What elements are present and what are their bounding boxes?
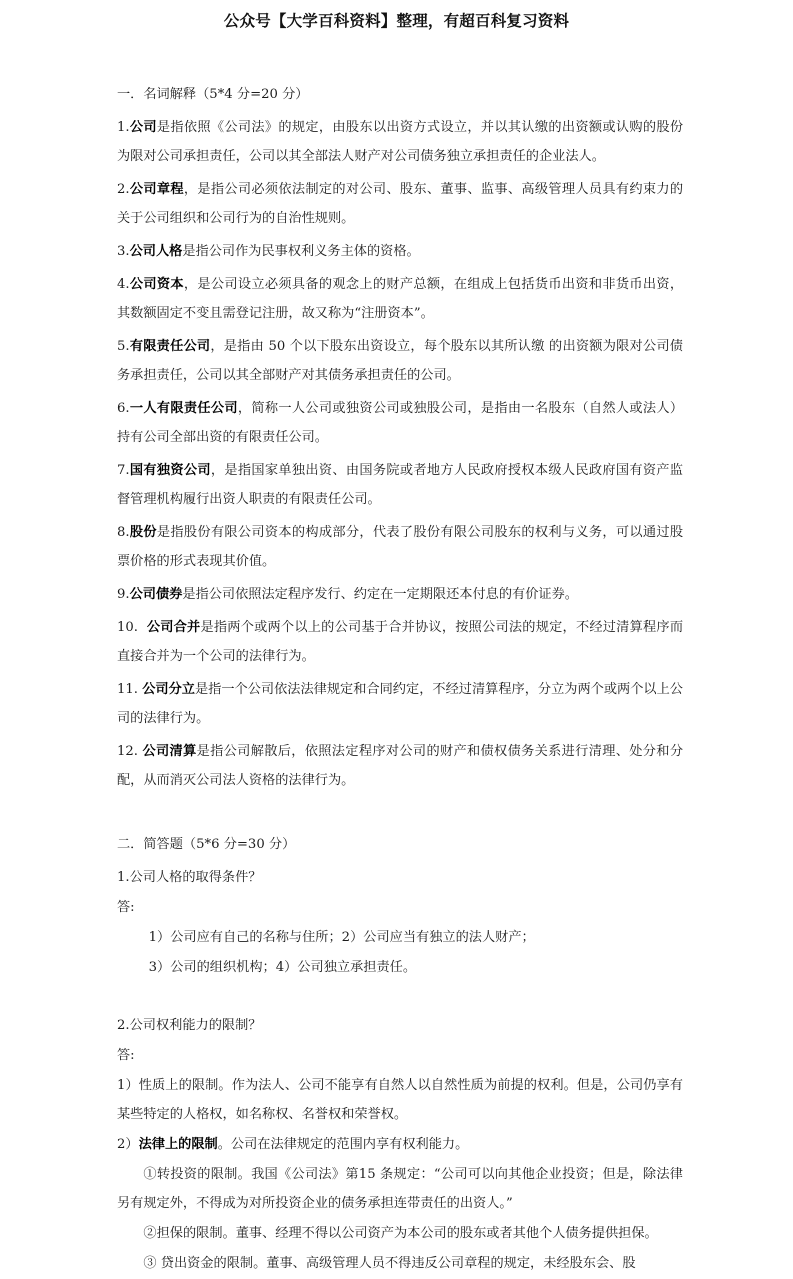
- definition-item-7: [117, 456, 683, 514]
- short-answer-q1-answer-label: 答:: [117, 900, 135, 915]
- definition-item-12: [117, 737, 683, 795]
- definition-item-9-term: 公司债券: [129, 587, 183, 602]
- definition-item-4-term: 公司资本: [129, 277, 184, 292]
- definition-item-1-term: 公司: [129, 120, 157, 135]
- definition-item-10: [117, 613, 683, 671]
- short-answer-q2-point-1: 1）性质上的限制。作为法人、公司不能享有自然人以自然性质为前提的权利。但是，公司仍享有某些特定的人格权，如名称权、名誉权和荣誉权。: [117, 1078, 683, 1122]
- definition-item-8-term: 股份: [129, 525, 157, 540]
- definition-item-5-term: 有限责任公司: [129, 339, 211, 354]
- short-answer-q1-question: 1.公司人格的取得条件？: [117, 870, 262, 885]
- short-answer-q1-line-2: 3）公司的组织机构；4）公司独立承担责任。: [148, 960, 417, 975]
- definition-item-9-number: 9.: [117, 587, 130, 602]
- definition-item-6: [117, 394, 683, 452]
- definition-item-7-number: 7.: [117, 463, 130, 478]
- definition-item-12-text: 是指公司解散后，依照法定程序对公司的财产和债权债务关系进行清理、处分和分配，从而消灭公司法人资格的法律行为。: [117, 744, 684, 788]
- definition-item-3: [117, 237, 683, 266]
- definition-item-8: [117, 518, 683, 576]
- short-answer-q2-point-2-number: 2）: [117, 1137, 139, 1152]
- definition-item-4-number: 4.: [117, 277, 130, 292]
- definition-item-6-text: ，简称一人公司或独资公司或独股公司，是指由一名股东（自然人或法人）持有公司全部出资的有限责任公司。: [117, 401, 684, 445]
- definition-item-8-text: 是指股份有限公司资本的构成部分，代表了股份有限公司股东的权利与义务，可以通过股票价格的形式表现其价值。: [117, 525, 684, 569]
- page-header-watermark: 公众号【大学百科资料】整理，有超百科复习资料: [223, 11, 570, 30]
- definition-item-4-text: ，是公司设立必须具备的观念上的财产总额，在组成上包括货币出资和非货币出资，其数额固定不变且需登记注册，故又称为“注册资本”。: [117, 277, 684, 321]
- definition-item-3-text: 是指公司作为民事权利义务主体的资格。: [182, 244, 420, 259]
- definition-item-2-number: 2.: [117, 182, 130, 197]
- definition-item-5: [117, 332, 683, 390]
- definition-item-2-term: 公司章程: [129, 182, 184, 197]
- short-answer-q2-point-2: [117, 1130, 683, 1159]
- section-two-heading: 二．简答题（5*6 分=30 分）: [117, 837, 296, 852]
- document-body: [117, 80, 683, 1279]
- section-gap-one-two: [117, 799, 683, 830]
- definition-item-9: [117, 580, 683, 609]
- short-answer-q1-line-1: 1）公司应有自己的名称与住所；2）公司应当有独立的法人财产；: [148, 930, 535, 945]
- definition-item-3-term: 公司人格: [129, 244, 183, 259]
- definition-item-12-term: 公司清算: [142, 744, 197, 759]
- definition-item-4: [117, 270, 683, 328]
- definition-item-3-number: 3.: [117, 244, 130, 259]
- definition-item-2-text: ，是指公司必须依法制定的对公司、股东、董事、监事、高级管理人员具有约束力的关于公司组织和公司行为的自治性规则。: [117, 182, 684, 226]
- definition-item-11: [117, 675, 683, 733]
- definition-item-7-text: ，是指国家单独出资、由国务院或者地方人民政府授权本级人民政府国有资产监督管理机构履行出资人职责的有限责任公司。: [117, 463, 683, 507]
- definition-item-7-term: 国有独资公司: [129, 463, 211, 478]
- short-answer-q2-sub-item-3: ③ 贷出资金的限制。董事、高级管理人员不得违反公司章程的规定，未经股东会、股: [143, 1256, 636, 1271]
- definition-item-6-number: 6.: [117, 401, 130, 416]
- definition-item-1-number: 1.: [117, 120, 130, 135]
- definition-item-9-text: 是指公司依照法定程序发行、约定在一定期限还本付息的有价证券。: [182, 587, 578, 602]
- definition-item-11-number: 11.: [117, 682, 138, 697]
- question-gap-q1-q2: [117, 983, 683, 1011]
- definition-item-5-number: 5.: [117, 339, 130, 354]
- definition-item-10-text: 是指两个或两个以上的公司基于合并协议，按照公司法的规定，不经过清算程序而直接合并为一个公司的法律行为。: [117, 620, 684, 664]
- definition-item-6-term: 一人有限责任公司: [129, 401, 238, 416]
- section-one-heading: 一．名词解释（5*4 分=20 分）: [117, 87, 309, 102]
- short-answer-q2-point-2-term: 法律上的限制: [138, 1137, 218, 1152]
- short-answer-q2-question: 2.公司权利能力的限制？: [117, 1018, 262, 1033]
- short-answer-q2-answer-label: 答:: [117, 1048, 135, 1063]
- definition-item-1: [117, 113, 683, 171]
- definition-item-10-term: 公司合并: [146, 620, 201, 635]
- definition-item-2: [117, 175, 683, 233]
- definition-item-11-text: 是指一个公司依法法律规定和合同约定，不经过清算程序，分立为两个或两个以上公司的法律行为。: [117, 682, 683, 726]
- definition-item-10-number: 10.: [117, 620, 138, 635]
- definition-item-5-text: ，是指由 50 个以下股东出资设立，每个股东以其所认缴 的出资额为限对公司债务承担责任，公司以其全部财产对其债务承担责任的公司。: [117, 339, 683, 383]
- short-answer-q2-sub-item-2: ②担保的限制。董事、经理不得以公司资产为本公司的股东或者其他个人债务提供担保。: [143, 1226, 658, 1241]
- short-answer-q2-sub-item-1: ①转投资的限制。我国《公司法》第15 条规定：“公司可以向其他企业投资；但是，除法律另有规定外，不得成为对所投资企业的债务承担连带责任的出资人。”: [117, 1167, 683, 1211]
- definition-item-11-term: 公司分立: [142, 682, 195, 697]
- definition-item-8-number: 8.: [117, 525, 130, 540]
- definition-item-12-number: 12.: [117, 744, 138, 759]
- definition-item-1-text: 是指依照《公司法》的规定，由股东以出资方式设立，并以其认缴的出资额或认购的股份为限对公司承担责任，公司以其全部法人财产对公司债务独立承担责任的企业法人。: [117, 120, 684, 164]
- short-answer-q2-point-2-text: 。公司在法律规定的范围内享有权利能力。: [217, 1137, 469, 1152]
